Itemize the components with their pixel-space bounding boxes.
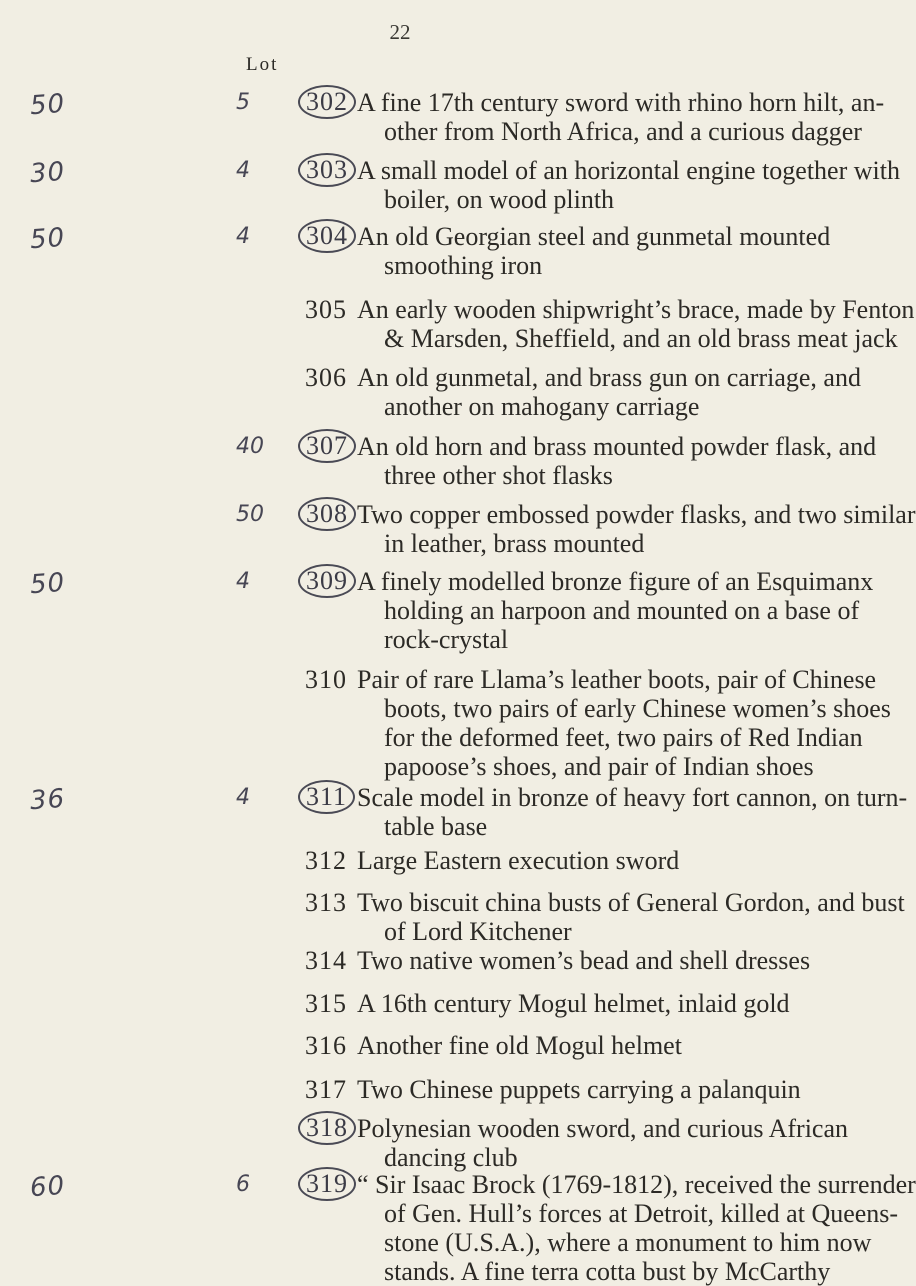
lot-number: 309 bbox=[298, 564, 356, 598]
lot-description-line: other from North Africa, and a curious dagger bbox=[384, 117, 862, 146]
lot-description-line: Two native women’s bead and shell dresses bbox=[357, 946, 811, 975]
lot-description bbox=[357, 432, 877, 490]
lot-description bbox=[357, 783, 908, 841]
lot-description bbox=[357, 846, 777, 875]
lot-description-line: stone (U.S.A.), where a monument to him now bbox=[384, 1228, 872, 1257]
handwritten-annotation: 50 bbox=[28, 567, 67, 601]
lot-description bbox=[357, 567, 874, 654]
handwritten-price-mark: 4 bbox=[236, 158, 250, 183]
lot-description-line: smoothing iron bbox=[384, 251, 543, 280]
lot-description-line: Two biscuit china busts of General Gordon, and bust bbox=[357, 888, 905, 917]
lot-description-line: dancing club bbox=[384, 1143, 518, 1172]
lot-description-line: Pair of rare Llama’s leather boots, pair of Chinese bbox=[357, 665, 877, 694]
lot-number: 303 bbox=[298, 153, 356, 187]
lot-description-line: stands. A fine terra cotta bust by McCarthy bbox=[384, 1257, 831, 1286]
lot-description bbox=[357, 946, 811, 975]
lot-number: 310 bbox=[305, 665, 347, 694]
lot-description bbox=[357, 1075, 801, 1104]
lot-description-line: rock-crystal bbox=[384, 625, 509, 654]
lot-number: 315 bbox=[305, 989, 347, 1018]
lot-description-line: & Marsden, Sheffield, and an old brass meat jack bbox=[384, 324, 898, 353]
page-number: 22 bbox=[389, 20, 411, 44]
lot-number: 312 bbox=[305, 846, 347, 875]
lot-description bbox=[357, 500, 916, 558]
lot-description-line: “ Sir Isaac Brock (1769-1812), received the surrender bbox=[357, 1170, 916, 1199]
handwritten-price-mark: 40 bbox=[236, 434, 264, 459]
lot-description-line: three other shot flasks bbox=[384, 461, 613, 490]
lot-description bbox=[357, 156, 900, 214]
lot-description-line: A fine 17th century sword with rhino horn hilt, an- bbox=[357, 88, 885, 117]
lot-number: 311 bbox=[298, 780, 355, 814]
lot-description-line: of Gen. Hull’s forces at Detroit, killed at Queens- bbox=[384, 1199, 899, 1228]
lot-column-heading: Lot bbox=[246, 54, 279, 75]
lot-description-line: Scale model in bronze of heavy fort cannon, on turn- bbox=[357, 783, 908, 812]
lot-description bbox=[357, 1170, 916, 1286]
lot-description bbox=[357, 989, 790, 1018]
lot-description-line: holding an harpoon and mounted on a base of bbox=[384, 596, 860, 625]
lot-number: 319 bbox=[298, 1167, 356, 1201]
lot-description-line: An old gunmetal, and brass gun on carriage, and bbox=[357, 363, 861, 392]
handwritten-annotation: 50 bbox=[28, 222, 67, 256]
lot-number: 316 bbox=[305, 1031, 347, 1060]
lot-number: 314 bbox=[305, 946, 347, 975]
handwritten-annotation: 36 bbox=[28, 783, 67, 817]
lot-description bbox=[357, 295, 915, 353]
lot-description-line: Polynesian wooden sword, and curious African bbox=[357, 1114, 849, 1143]
handwritten-annotation: 60 bbox=[28, 1170, 67, 1204]
lot-description-line: Large Eastern execution sword bbox=[357, 846, 680, 875]
lot-description bbox=[357, 363, 861, 421]
lot-description-line: Two Chinese puppets carrying a palanquin bbox=[357, 1075, 801, 1104]
lot-number: 306 bbox=[305, 363, 347, 392]
lot-description-line: table base bbox=[384, 812, 488, 841]
lot-description bbox=[357, 88, 885, 146]
lot-number: 302 bbox=[298, 85, 356, 119]
handwritten-price-mark: 5 bbox=[236, 90, 250, 115]
lot-description bbox=[357, 1031, 777, 1060]
handwritten-price-mark: 6 bbox=[236, 1172, 250, 1197]
lot-description-line: A finely modelled bronze figure of an Esquimanx bbox=[357, 567, 874, 596]
lot-description bbox=[357, 1114, 849, 1172]
lot-number: 313 bbox=[305, 888, 347, 917]
lot-description-line: boots, two pairs of early Chinese women’s shoes bbox=[384, 694, 891, 723]
handwritten-price-mark: 50 bbox=[236, 502, 264, 527]
lot-number: 317 bbox=[305, 1075, 347, 1104]
lot-description-line: Another fine old Mogul helmet bbox=[357, 1031, 682, 1060]
lot-description-line: papoose’s shoes, and pair of Indian shoes bbox=[384, 752, 814, 781]
lot-description-line: Two copper embossed powder flasks, and two similar bbox=[357, 500, 916, 529]
lot-description bbox=[357, 888, 905, 946]
lot-number: 304 bbox=[298, 219, 356, 253]
lot-description-line: of Lord Kitchener bbox=[384, 917, 572, 946]
handwritten-annotation: 30 bbox=[28, 156, 67, 190]
lot-description-line: An old Georgian steel and gunmetal mounted bbox=[357, 222, 831, 251]
lot-number: 307 bbox=[298, 429, 356, 463]
lot-description-line: An old horn and brass mounted powder flask, and bbox=[357, 432, 877, 461]
lot-description-line: boiler, on wood plinth bbox=[384, 185, 615, 214]
lot-description-line: An early wooden shipwright’s brace, made by Fenton bbox=[357, 295, 915, 324]
lot-description-line: in leather, brass mounted bbox=[384, 529, 645, 558]
lot-number: 308 bbox=[298, 497, 356, 531]
lot-number: 305 bbox=[305, 295, 347, 324]
lot-description-line: another on mahogany carriage bbox=[384, 392, 700, 421]
lot-number: 318 bbox=[298, 1111, 356, 1145]
handwritten-price-mark: 4 bbox=[236, 224, 250, 249]
handwritten-price-mark: 4 bbox=[236, 785, 250, 810]
lot-description-line: for the deformed feet, two pairs of Red Indian bbox=[384, 723, 863, 752]
lot-description-line: A small model of an horizontal engine together with bbox=[357, 156, 900, 185]
lot-description bbox=[357, 222, 831, 280]
handwritten-annotation: 50 bbox=[28, 88, 67, 122]
lot-description bbox=[357, 665, 891, 781]
lot-description-line: A 16th century Mogul helmet, inlaid gold bbox=[357, 989, 790, 1018]
handwritten-price-mark: 4 bbox=[236, 569, 250, 594]
